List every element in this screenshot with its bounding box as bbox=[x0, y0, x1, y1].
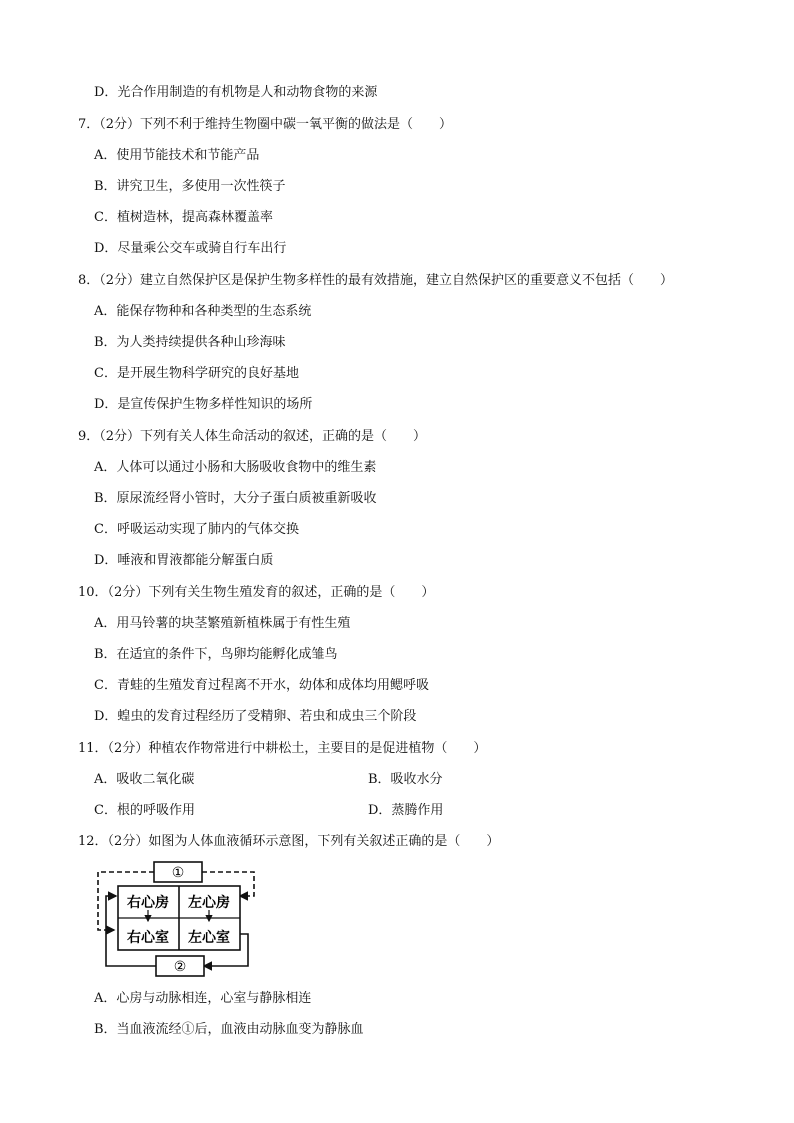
organ-box-2-label: ② bbox=[173, 959, 187, 975]
question-7-stem: 7．（2分）下列不利于维持生物圈中碳一氧平衡的做法是（ ） bbox=[78, 117, 453, 132]
question-8-option-d: D．是宣传保护生物多样性知识的场所 bbox=[94, 397, 313, 412]
question-12-stem: 12．（2分）如图为人体血液循环示意图，下列有关叙述正确的是（ ） bbox=[78, 834, 500, 849]
question-6-option-d: D．光合作用制造的有机物是人和动物食物的来源 bbox=[94, 85, 378, 100]
question-9-stem: 9．（2分）下列有关人体生命活动的叙述，正确的是（ ） bbox=[78, 429, 427, 444]
question-7-option-c: C．植树造林，提高森林覆盖率 bbox=[94, 210, 273, 225]
question-7-option-a: A．使用节能技术和节能产品 bbox=[94, 148, 260, 163]
question-8-stem: 8．（2分）建立自然保护区是保护生物多样性的最有效措施，建立自然保护区的重要意义不包括（ ） bbox=[78, 273, 674, 288]
question-7-option-d: D．尽量乘公交车或骑自行车出行 bbox=[94, 241, 287, 256]
question-10-stem: 10．（2分）下列有关生物生殖发育的叙述，正确的是（ ） bbox=[78, 585, 435, 600]
question-10-option-d: D．蝗虫的发育过程经历了受精卵、若虫和成虫三个阶段 bbox=[94, 709, 417, 724]
question-10-option-c: C．青蛙的生殖发育过程离不开水，幼体和成体均用鳃呼吸 bbox=[94, 678, 429, 693]
question-9-option-c: C．呼吸运动实现了肺内的气体交换 bbox=[94, 522, 299, 537]
question-9-option-d: D．唾液和胃液都能分解蛋白质 bbox=[94, 553, 274, 568]
left-atrium-label: 左心房 bbox=[188, 895, 230, 911]
question-12-option-b: B．当血液流经①后，血液由动脉血变为静脉血 bbox=[94, 1022, 364, 1037]
question-10-option-b: B．在适宜的条件下，鸟卵均能孵化成雏鸟 bbox=[94, 647, 338, 662]
organ-box-1-label: ① bbox=[171, 865, 185, 881]
question-7-option-b: B．讲究卫生，多使用一次性筷子 bbox=[94, 179, 286, 194]
left-ventricle-label: 左心室 bbox=[188, 930, 230, 946]
question-9-option-a: A．人体可以通过小肠和大肠吸收食物中的维生素 bbox=[94, 460, 377, 475]
question-8-option-b: B．为人类持续提供各种山珍海味 bbox=[94, 335, 286, 350]
blood-circulation-diagram bbox=[94, 858, 264, 980]
question-8-option-c: C．是开展生物科学研究的良好基地 bbox=[94, 366, 299, 381]
right-ventricle-label: 右心室 bbox=[127, 930, 169, 946]
question-8-option-a: A．能保存物种和各种类型的生态系统 bbox=[94, 304, 312, 319]
question-11-option-b: B．吸收水分 bbox=[368, 772, 443, 787]
question-11-option-d: D．蒸腾作用 bbox=[368, 803, 444, 818]
right-atrium-label: 右心房 bbox=[127, 895, 169, 911]
question-11-option-a: A．吸收二氧化碳 bbox=[94, 772, 195, 787]
question-11-option-c: C．根的呼吸作用 bbox=[94, 803, 195, 818]
question-10-option-a: A．用马铃薯的块茎繁殖新植株属于有性生殖 bbox=[94, 616, 351, 631]
question-11-stem: 11．（2分）种植农作物常进行中耕松土，主要目的是促进植物（ ） bbox=[78, 741, 487, 756]
question-12-option-a: A．心房与动脉相连，心室与静脉相连 bbox=[94, 991, 312, 1006]
question-9-option-b: B．原尿流经肾小管时，大分子蛋白质被重新吸收 bbox=[94, 491, 377, 506]
